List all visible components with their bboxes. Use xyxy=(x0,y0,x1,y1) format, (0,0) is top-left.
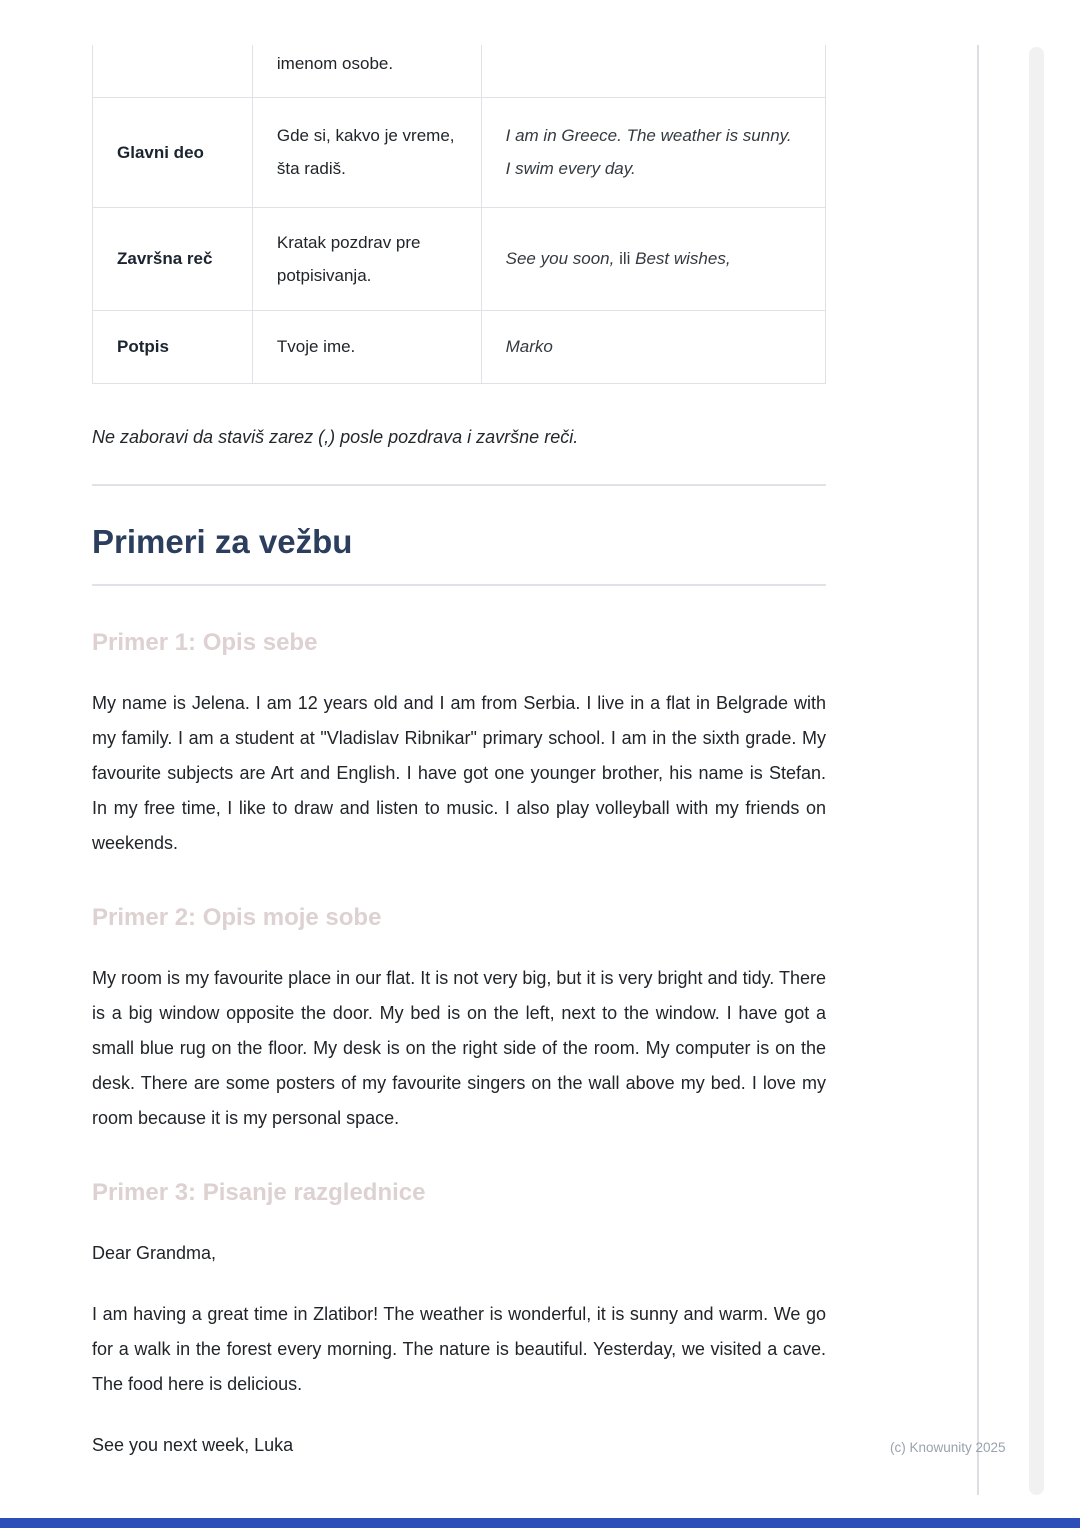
table-row-potpis xyxy=(93,310,826,383)
example-heading-2: Primer 2: Opis moje sobe xyxy=(92,903,382,931)
table-cell-description: Tvoje ime. xyxy=(252,310,481,383)
section-title: Primeri za vežbu xyxy=(92,522,826,586)
scrollbar-thumb[interactable] xyxy=(1029,47,1044,1495)
example-2-paragraph: My room is my favourite place in our flat. It is not very big, but it is very bright and tidy. There is a big window opposite the door. My bed is on the left, next to the window. I have got a small blue rug on the floor. My desk is on the right side of the room. My computer is on the desk. There are some posters of my favourite singers on the wall above my bed. I love my room because it is my personal space. xyxy=(92,967,826,1128)
letter-structure-table xyxy=(92,45,826,384)
bottom-accent-bar xyxy=(0,1518,1080,1528)
postcard-body: I am having a great time in Zlatibor! The weather is wonderful, it is sunny and warm. We go for a walk in the forest every morning. The nature is beautiful. Yesterday, we visited a cave. The food here is delicious. xyxy=(92,1303,826,1394)
table-cell-term xyxy=(93,45,253,97)
table-cell-term: Završna reč xyxy=(93,207,253,310)
example-text-segment: Best wishes, xyxy=(635,249,731,268)
table-row-zavrsna-rec xyxy=(93,207,826,310)
page-edge-line xyxy=(977,45,979,1495)
table-cell-example xyxy=(481,45,825,97)
example-1-paragraph: My name is Jelena. I am 12 years old and I am from Serbia. I live in a flat in Belgrade with my family. I am a student at "Vladislav Ribnikar" primary school. I am in the sixth grade. My favourite subjects are Art and English. I have got one younger brother, his name is Stefan. In my free time, I like to draw and listen to music. I also play volleyball with my friends on weekends. xyxy=(92,692,826,853)
copyright-watermark: (c) Knowunity 2025 xyxy=(890,1440,1006,1455)
table-cell-description: Kratak pozdrav pre potpisivanja. xyxy=(252,207,481,310)
example-text-segment: Marko xyxy=(505,337,553,356)
table-cell-term: Potpis xyxy=(93,310,253,383)
table-row-glavni-deo xyxy=(93,97,826,207)
table-cell-term: Glavni deo xyxy=(93,97,253,207)
example-heading-3: Primer 3: Pisanje razglednice xyxy=(92,1178,426,1206)
example-heading-1: Primer 1: Opis sebe xyxy=(92,628,318,656)
section-divider xyxy=(92,484,826,486)
page-content xyxy=(92,0,826,1489)
table-cell-example xyxy=(481,97,825,207)
table-cell-example xyxy=(481,207,825,310)
postcard-signoff: See you next week, Luka xyxy=(92,1434,294,1455)
table-cell-description: imenom osobe. xyxy=(252,45,481,97)
table-row-partial xyxy=(93,45,826,97)
postcard-greeting: Dear Grandma, xyxy=(92,1242,217,1263)
comma-reminder-note: Ne zaboravi da staviš zarez (,) posle pozdrava i završne reči. xyxy=(92,426,579,447)
table-cell-description: Gde si, kakvo je vreme, šta radiš. xyxy=(252,97,481,207)
example-text-segment: I am in Greece. The weather is sunny. I swim every day. xyxy=(505,126,792,178)
example-text-segment: ili xyxy=(614,249,636,268)
example-text-segment: See you soon, xyxy=(505,249,615,268)
table-cell-example xyxy=(481,310,825,383)
